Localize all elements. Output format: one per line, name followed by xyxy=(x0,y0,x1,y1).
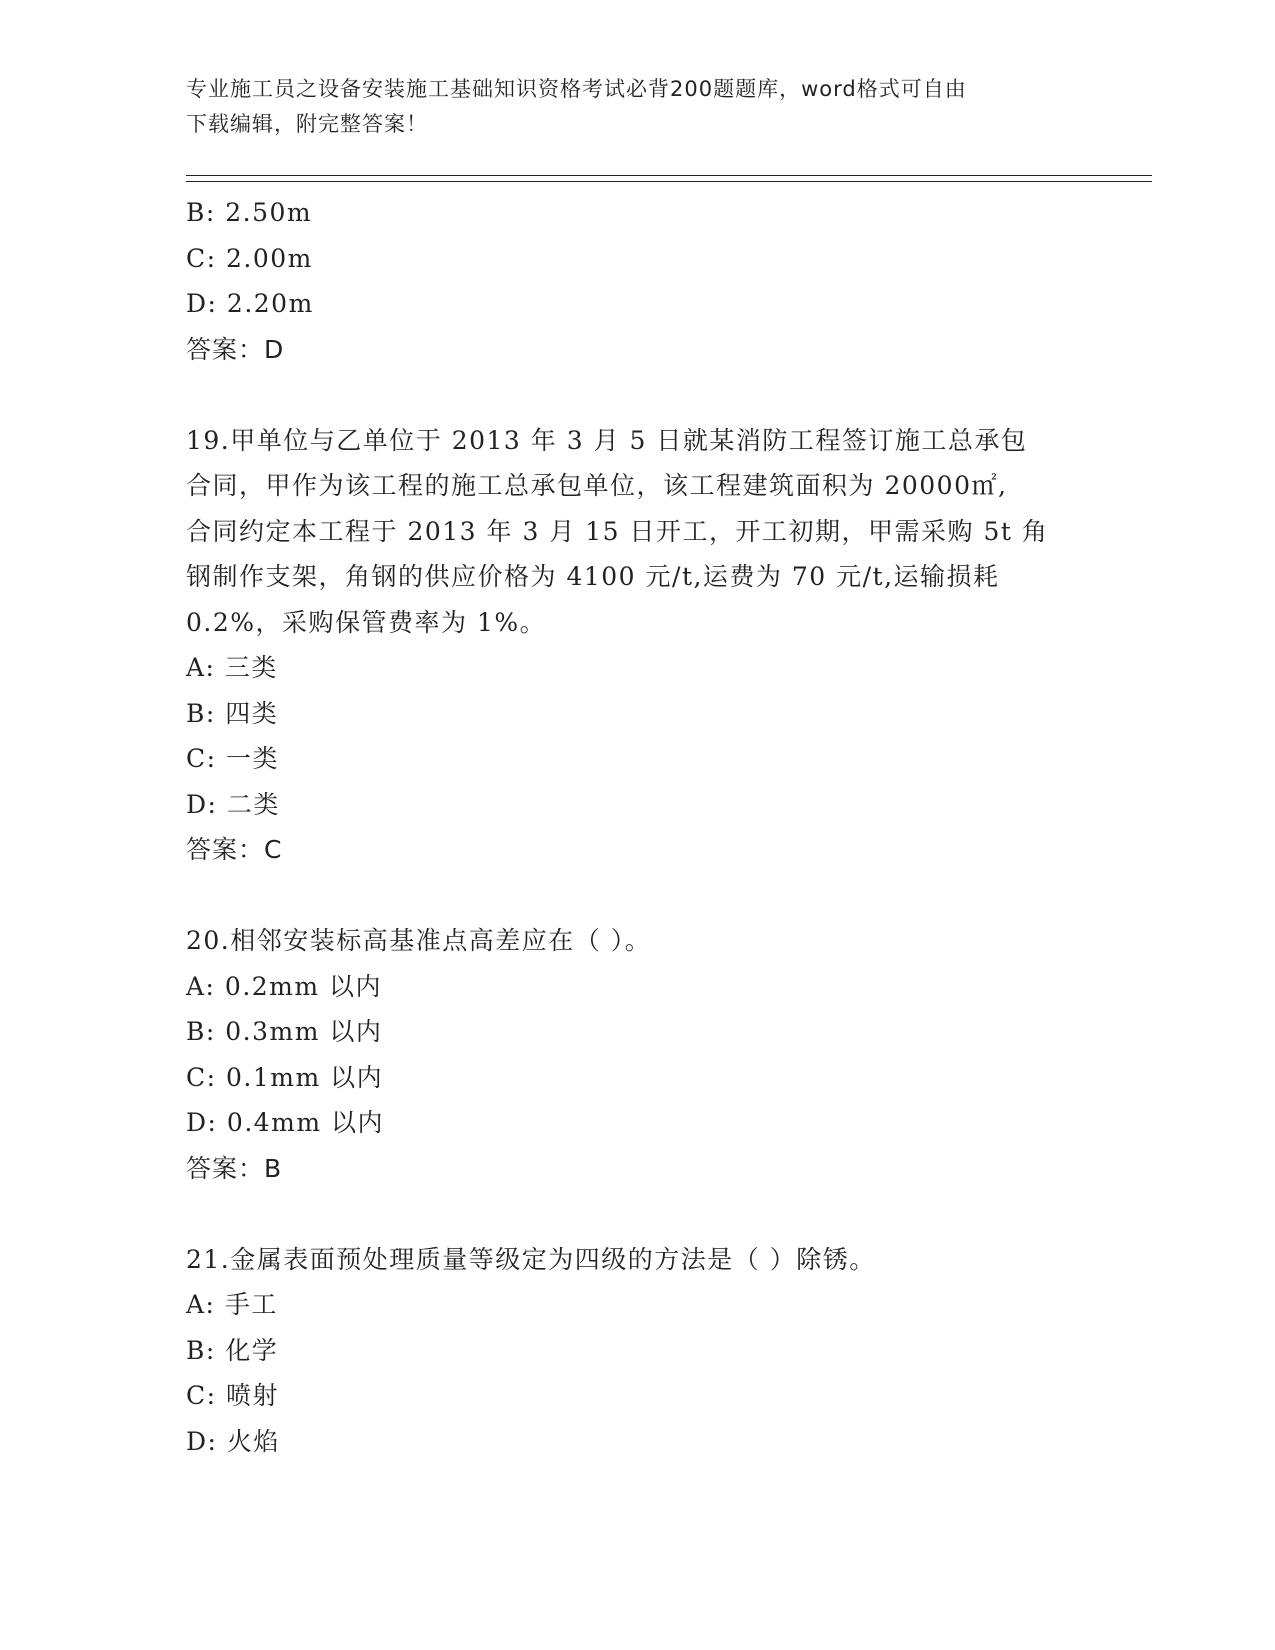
question-line: 合同约定本工程于 2013 年 3 月 15 日开工，开工初期，甲需采购 5t 角 xyxy=(186,516,1049,546)
option-c: C: 一类 xyxy=(186,744,279,773)
question-line: 19.甲单位与乙单位于 2013 年 3 月 5 日就某消防工程签订施工总承包 xyxy=(186,425,1028,455)
option-b: B: 0.3mm 以内 xyxy=(186,1017,383,1046)
option-a: A: 三类 xyxy=(186,653,278,682)
answer-line: 答案：C xyxy=(186,835,283,864)
spacer xyxy=(186,372,1086,418)
option-b: B: 化学 xyxy=(186,1335,279,1365)
option-b: B: 四类 xyxy=(186,698,279,728)
question-text: 20.相邻安装标高基准点高差应在（ ）。 xyxy=(186,926,652,955)
header-divider-top xyxy=(186,175,1152,176)
header-divider-bottom xyxy=(186,181,1152,182)
document-header xyxy=(186,72,1086,142)
question-text xyxy=(186,418,1066,646)
option-c: C: 喷射 xyxy=(186,1381,279,1410)
document-body xyxy=(186,190,1086,1464)
question-19 xyxy=(186,418,1086,873)
answer-line: 答案：B xyxy=(186,1153,283,1183)
option-c: C: 0.1mm 以内 xyxy=(186,1062,384,1092)
question-text: 21.金属表面预处理质量等级定为四级的方法是（ ）除锈。 xyxy=(186,1244,876,1274)
spacer xyxy=(186,1191,1086,1237)
question-20 xyxy=(186,918,1086,1191)
question-line: 合同，甲作为该工程的施工总承包单位，该工程建筑面积为 20000㎡, xyxy=(186,471,1008,500)
option-d: D: 0.4mm 以内 xyxy=(186,1108,385,1137)
question-18 xyxy=(186,190,1086,372)
option-b: B: 2.50m xyxy=(186,198,313,227)
question-line: 0.2%，采购保管费率为 1%。 xyxy=(186,607,547,637)
header-line-1: 专业施工员之设备安装施工基础知识资格考试必背200题题库，word格式可自由 xyxy=(186,77,967,101)
option-d: D: 火焰 xyxy=(186,1426,280,1456)
question-line: 钢制作支架，角钢的供应价格为 4100 元/t,运费为 70 元/t,运输损耗 xyxy=(186,562,1000,591)
spacer xyxy=(186,873,1086,919)
option-c: C: 2.00m xyxy=(186,243,313,273)
option-a: A: 0.2mm 以内 xyxy=(186,971,383,1001)
header-line-2: 下载编辑，附完整答案！ xyxy=(186,112,428,136)
answer-line: 答案：D xyxy=(186,334,285,364)
question-21 xyxy=(186,1237,1086,1465)
option-a: A: 手工 xyxy=(186,1290,278,1319)
option-d: D: 二类 xyxy=(186,789,280,819)
option-d: D: 2.20m xyxy=(186,289,314,318)
